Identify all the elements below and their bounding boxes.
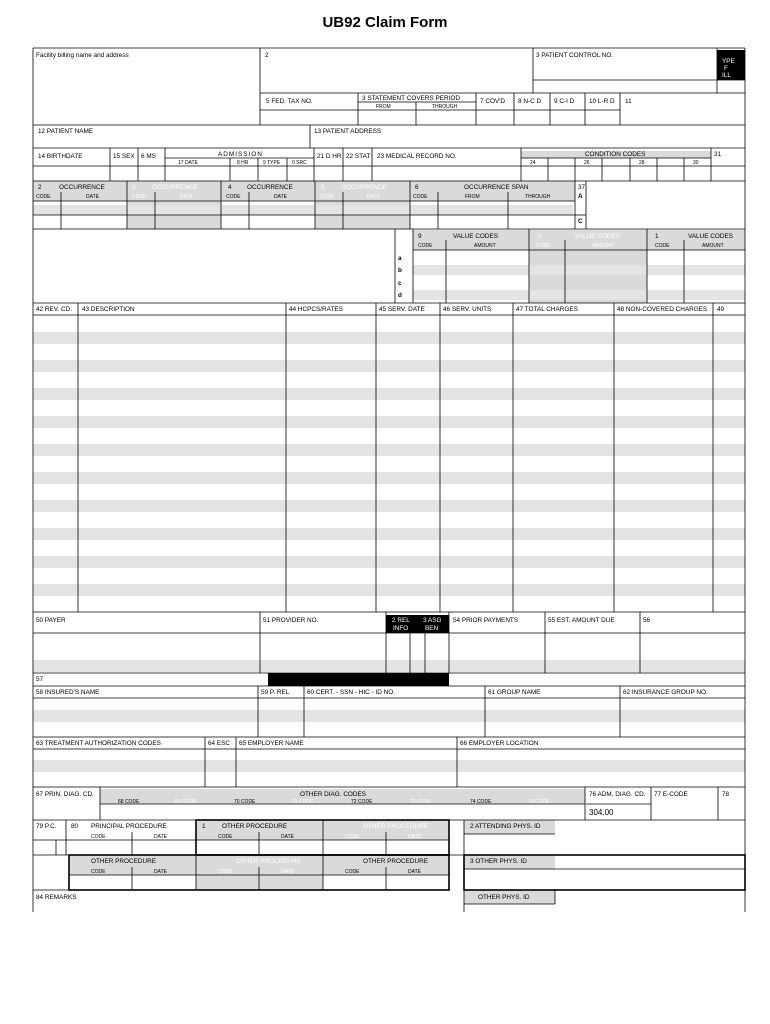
value-row-b: b [398, 267, 402, 274]
proc-3-code: CODE [91, 869, 106, 875]
proc-1-date: DATE [281, 834, 294, 840]
sex-label: 15 SEX [113, 153, 135, 160]
patient-control-no-label: 3 PATIENT CONTROL NO. [536, 52, 614, 59]
admission-hour-label: 8 HR [237, 160, 249, 166]
type-of-bill-label-1: YPE [722, 58, 735, 65]
medical-record-no-label: 23 MEDICAL RECORD NO. [377, 153, 457, 160]
other-procedure-5-label: OTHER PROCEDURE [363, 858, 428, 865]
e-code-label: 77 E-CODE [654, 791, 688, 798]
proc-3-date: DATE [154, 869, 167, 875]
treatment-auth-label: 63 TREATMENT AUTHORIZATION CODES [36, 740, 161, 747]
occurrence-35-date: DATE [367, 194, 380, 200]
principal-proc-code: CODE [91, 834, 106, 840]
adm-diag-value[interactable]: 304.00 [589, 808, 614, 817]
occurrence-33-num: 3 [132, 184, 136, 191]
other-phys-label: 3 OTHER PHYS. ID [470, 858, 527, 865]
statement-period-label: 3 STATEMENT COVERS PERIOD [362, 95, 461, 102]
value-codes-39-amount: AMOUNT [474, 243, 496, 249]
occurrence-33-label: OCCURRENCE [152, 184, 198, 191]
rel-info-label-1: 2 REL [392, 617, 410, 624]
occurrence-35-label: OCCURRENCE [341, 184, 387, 191]
proc-4-date: DATE [281, 869, 294, 875]
marital-status-label: 6 MS [141, 153, 156, 160]
condition-code-25: 25 [557, 160, 563, 166]
diag-code-73: 73 CODE [410, 799, 432, 805]
condition-code-26: 26 [584, 160, 590, 166]
other-procedure-3-label: OTHER PROCEDURE [91, 858, 156, 865]
occurrence-span-num: 6 [415, 184, 419, 191]
proc-4-code: CODE [218, 869, 233, 875]
insured-name-label: 58 INSURED'S NAME [36, 689, 100, 696]
field-37-c: C [578, 218, 583, 225]
description-label: 43 DESCRIPTION [82, 306, 135, 313]
non-covered-charges-label: 48 NON-COVERED CHARGES [617, 306, 708, 313]
prin-diag-label: 67 PRIN. DIAG. CD. [36, 791, 94, 798]
admission-date-label: 17 DATE [178, 160, 198, 166]
field-37-a: A [578, 193, 583, 200]
provider-no-label: 51 PROVIDER NO. [263, 617, 319, 624]
value-codes-39-code: CODE [418, 243, 433, 249]
lrd-label: 10 L-R D [589, 98, 615, 105]
insurance-group-no-label: 62 INSURANCE GROUP NO. [623, 689, 708, 696]
value-codes-40-num: 0 [538, 233, 542, 240]
attending-phys-label: 2 ATTENDING PHYS. ID [470, 823, 541, 830]
value-codes-39-num: 9 [418, 233, 422, 240]
admission-type-label: 9 TYPE [263, 160, 281, 166]
proc-5-code: CODE [345, 869, 360, 875]
value-codes-41-num: 1 [655, 233, 659, 240]
occurrence-32-code: CODE [36, 194, 51, 200]
condition-codes-label: CONDITION CODES [585, 151, 646, 158]
condition-code-24: 24 [530, 160, 536, 166]
occurrence-32-label: OCCURRENCE [59, 184, 105, 191]
asg-ben-label-1: 3 ASG [423, 617, 442, 624]
value-row-a: a [398, 255, 402, 262]
field-11-label: 11 [625, 98, 632, 105]
diag-code-70: 70 CODE [234, 799, 256, 805]
field-81-num: 1 [202, 823, 206, 830]
est-amount-due-label: 55 EST. AMOUNT DUE [548, 617, 615, 624]
proc-2-code: CODE [345, 834, 360, 840]
condition-code-30: 30 [693, 160, 699, 166]
other-procedure-4-label: OTHER PROCEDURE [236, 858, 301, 865]
type-of-bill-label-2: F [724, 65, 728, 72]
hcpcs-rates-label: 44 HCPCS/RATES [289, 306, 343, 313]
value-codes-41-label: VALUE CODES [688, 233, 733, 240]
occurrence-34-label: OCCURRENCE [247, 184, 293, 191]
field-78-label: 78 [722, 791, 730, 798]
proc-2-date: DATE [408, 834, 421, 840]
serv-date-label: 45 SERV. DATE [379, 306, 425, 313]
field-37-label: 37 [578, 184, 586, 191]
patient-address-label: 13 PATIENT ADDRESS [314, 128, 382, 135]
group-name-label: 61 GROUP NAME [488, 689, 541, 696]
occurrence-32-num: 2 [38, 184, 42, 191]
admission-label: ADMISSION [218, 151, 263, 158]
other-procedure-1-label: OTHER PROCEDURE [222, 823, 287, 830]
occurrence-34-code: CODE [226, 194, 241, 200]
facility-billing-label: Facility billing name and address [36, 52, 129, 59]
occurrence-34-num: 4 [228, 184, 232, 191]
condition-code-28: 28 [639, 160, 645, 166]
occurrence-span-code: CODE [413, 194, 428, 200]
patient-name-label: 12 PATIENT NAME [38, 128, 94, 135]
serv-units-label: 46 SERV. UNITS [443, 306, 492, 313]
diag-code-68: 68 CODE [118, 799, 140, 805]
condition-code-27: 27 [611, 160, 617, 166]
occurrence-span-from: FROM [465, 194, 480, 200]
statement-from-label: FROM [376, 104, 391, 110]
asg-ben-label-2: BEN [425, 625, 439, 632]
value-row-d: d [398, 292, 402, 299]
field-80-num: 80 [71, 823, 79, 830]
proc-1-code: CODE [218, 834, 233, 840]
diag-code-74: 74 CODE [470, 799, 492, 805]
proc-5-date: DATE [408, 869, 421, 875]
adm-diag-label: 76 ADM. DIAG. CD. [589, 791, 646, 798]
occurrence-span-label: OCCURRENCE SPAN [464, 184, 529, 191]
occurrence-34-date: DATE [274, 194, 287, 200]
value-codes-40-label: VALUE CODES [575, 233, 620, 240]
principal-proc-date: DATE [154, 834, 167, 840]
diag-code-75: 75 CODE [528, 799, 550, 805]
form-title: UB92 Claim Form [322, 14, 448, 31]
cid-label: 9 C-I D [554, 98, 575, 105]
remarks-label: 84 REMARKS [36, 894, 77, 901]
value-codes-41-code: CODE [655, 243, 670, 249]
payer-label: 50 PAYER [36, 617, 66, 624]
occurrence-35-code: CODE [320, 194, 335, 200]
patient-rel-label: 59 P. REL [261, 689, 290, 696]
esc-label: 64 ESC [208, 740, 231, 747]
ncd-label: 8 N-C D [518, 98, 542, 105]
field-31-label: 31 [714, 151, 722, 158]
discharge-hour-label: 21 D HR [317, 153, 342, 160]
occurrence-33-code: CODE [132, 194, 147, 200]
other-phys-2-label: OTHER PHYS. ID [478, 894, 530, 901]
other-diag-label: OTHER DIAG. CODES [300, 791, 367, 798]
fed-tax-no-label: 5 FED. TAX NO. [266, 98, 313, 105]
occurrence-32-date: DATE [86, 194, 99, 200]
total-charges-label: 47 TOTAL CHARGES [516, 306, 578, 313]
field-57-label: 57 [36, 676, 44, 683]
value-row-c: c [398, 280, 402, 287]
status-label: 22 STAT [346, 153, 371, 160]
occurrence-span-through: THROUGH [525, 194, 551, 200]
birthdate-label: 14 BIRTHDATE [38, 153, 83, 160]
value-codes-41-amount: AMOUNT [702, 243, 724, 249]
other-procedure-2-label: OTHER PROCEDURE [363, 823, 428, 830]
condition-code-29: 29 [666, 160, 672, 166]
field-56-label: 56 [643, 617, 651, 624]
occurrence-35-num: 5 [321, 184, 325, 191]
covd-label: 7 COV'D [480, 98, 506, 105]
value-codes-40-code: CODE [536, 243, 551, 249]
type-of-bill-label-3: ILL [722, 72, 731, 79]
field-2-label: 2 [265, 52, 269, 59]
statement-through-label: THROUGH [432, 104, 458, 110]
rev-cd-label: 42 REV. CD. [36, 306, 72, 313]
diag-code-69: 69 CODE [175, 799, 197, 805]
employer-name-label: 65 EMPLOYER NAME [239, 740, 304, 747]
admission-source-label: 0 SRC [292, 160, 307, 166]
diag-code-71: 71 CODE [292, 799, 314, 805]
occurrence-33-date: DATE [180, 194, 193, 200]
field-49-label: 49 [717, 306, 725, 313]
employer-location-label: 66 EMPLOYER LOCATION [460, 740, 539, 747]
rel-info-label-2: INFO [393, 625, 409, 632]
prior-payments-label: 54 PRIOR PAYMENTS [453, 617, 519, 624]
pc-label: 79 P.C. [36, 823, 57, 830]
cert-ssn-label: 60 CERT. - SSN - HIC - ID NO. [307, 689, 395, 696]
principal-procedure-label: PRINCIPAL PROCEDURE [91, 823, 167, 830]
diag-code-72: 72 CODE [351, 799, 373, 805]
value-codes-40-amount: AMOUNT [592, 243, 614, 249]
value-codes-39-label: VALUE CODES [453, 233, 498, 240]
